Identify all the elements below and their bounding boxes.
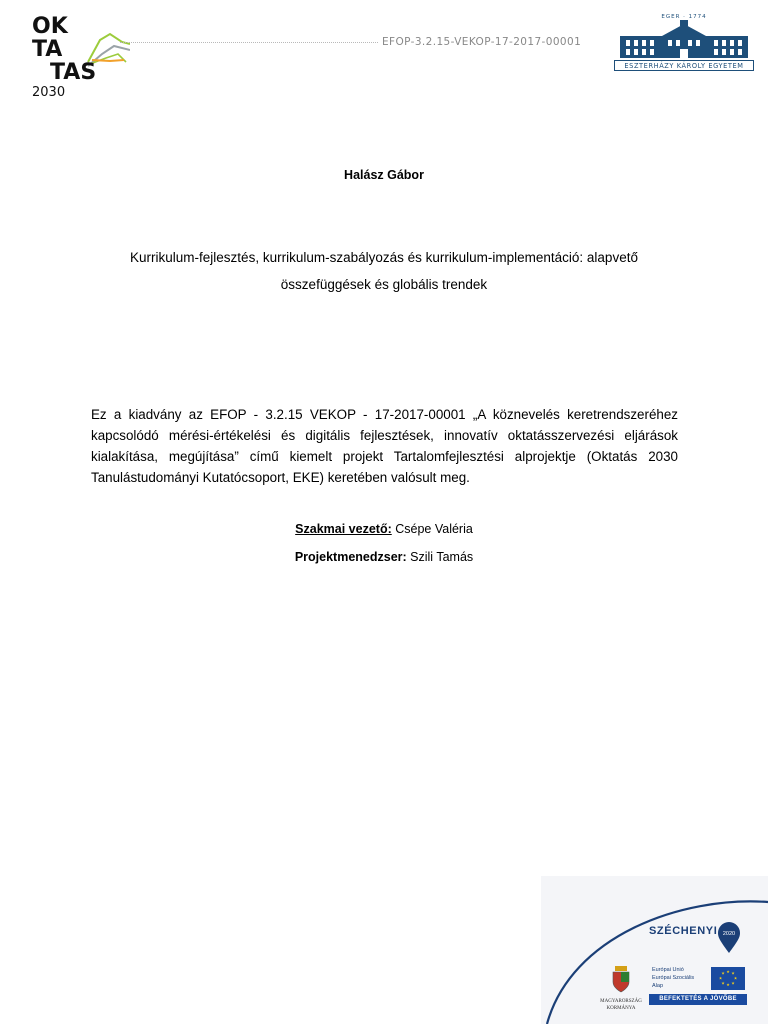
- svg-text:★: ★: [721, 980, 725, 986]
- government-line-2: KORMÁNYA: [606, 1006, 636, 1011]
- university-name: ESZTERHÁZY KÁROLY EGYETEM: [614, 60, 754, 71]
- government-line-1: MAGYARORSZÁG: [600, 999, 642, 1004]
- role-project-manager: [0, 550, 768, 564]
- svg-text:★: ★: [731, 980, 735, 986]
- document-title: [104, 244, 664, 298]
- coat-of-arms-icon: [610, 964, 632, 994]
- pin-year: 2020: [722, 931, 736, 937]
- project-code: EFOP-3.2.15-VEKOP-17-2017-00001: [382, 36, 582, 48]
- logo-text-ta: TA: [32, 37, 63, 62]
- title-line-2: összefüggések és globális trendek: [280, 277, 488, 292]
- title-line-1: Kurrikulum-fejlesztés, kurrikulum-szabályozás és kurrikulum-implementáció: alapvető: [130, 250, 638, 265]
- role-label: Szakmai vezető:: [295, 522, 392, 536]
- eszterhazy-university-logo: [612, 12, 756, 68]
- eu-text-line-1: Európai Unió: [652, 967, 684, 973]
- logo-year: 2030: [32, 85, 66, 100]
- role-person: Csépe Valéria: [391, 522, 473, 536]
- slogan-banner: BEFEKTETÉS A JÖVŐBE: [649, 994, 747, 1005]
- role-person: Szili Tamás: [406, 550, 474, 564]
- location-pin-icon: [717, 922, 741, 954]
- svg-text:★: ★: [726, 982, 730, 987]
- eu-text-line-2: Európai Szociális: [652, 975, 695, 981]
- szechenyi-brand: SZÉCHENYI: [649, 925, 718, 937]
- logo-text-tas: TAS: [50, 60, 97, 85]
- szechenyi-2020-badge: [541, 876, 768, 1024]
- role-professional-lead: [0, 522, 768, 536]
- author-name: Halász Gábor: [344, 168, 424, 182]
- university-logo-top-text: EGER · 1774: [661, 14, 707, 20]
- header-divider: [120, 42, 378, 43]
- eu-text-line-3: Alap: [652, 983, 664, 989]
- eu-flag-icon: [711, 967, 745, 990]
- svg-text:★: ★: [726, 969, 730, 974]
- svg-text:★: ★: [721, 970, 725, 976]
- svg-text:★: ★: [733, 975, 738, 981]
- publication-statement: Ez a kiadvány az EFOP - 3.2.15 VEKOP - 17-2017-00001 „A köznevelés keretrendszeréhez kapcsolódó mérési-értékelési és digitális fejlesztések, innovatív oktatásszervezési eljárások kialakítása, megújítása” című kiemelt projekt Tartalomfejlesztési alprojektje (Oktatás 2030 Tanulástudományi Kutatócsoport, EKE) keretében valósult meg.: [91, 407, 678, 485]
- eu-fund-text: [652, 966, 708, 990]
- hungarian-government-logo: [599, 964, 643, 1012]
- svg-text:★: ★: [718, 975, 723, 981]
- logo-text-ok: OK: [32, 14, 68, 39]
- oktatas-2030-logo: [30, 14, 130, 104]
- svg-text:★: ★: [731, 970, 735, 976]
- university-building-icon: [612, 20, 756, 60]
- role-label: Projektmenedzser:: [294, 550, 407, 564]
